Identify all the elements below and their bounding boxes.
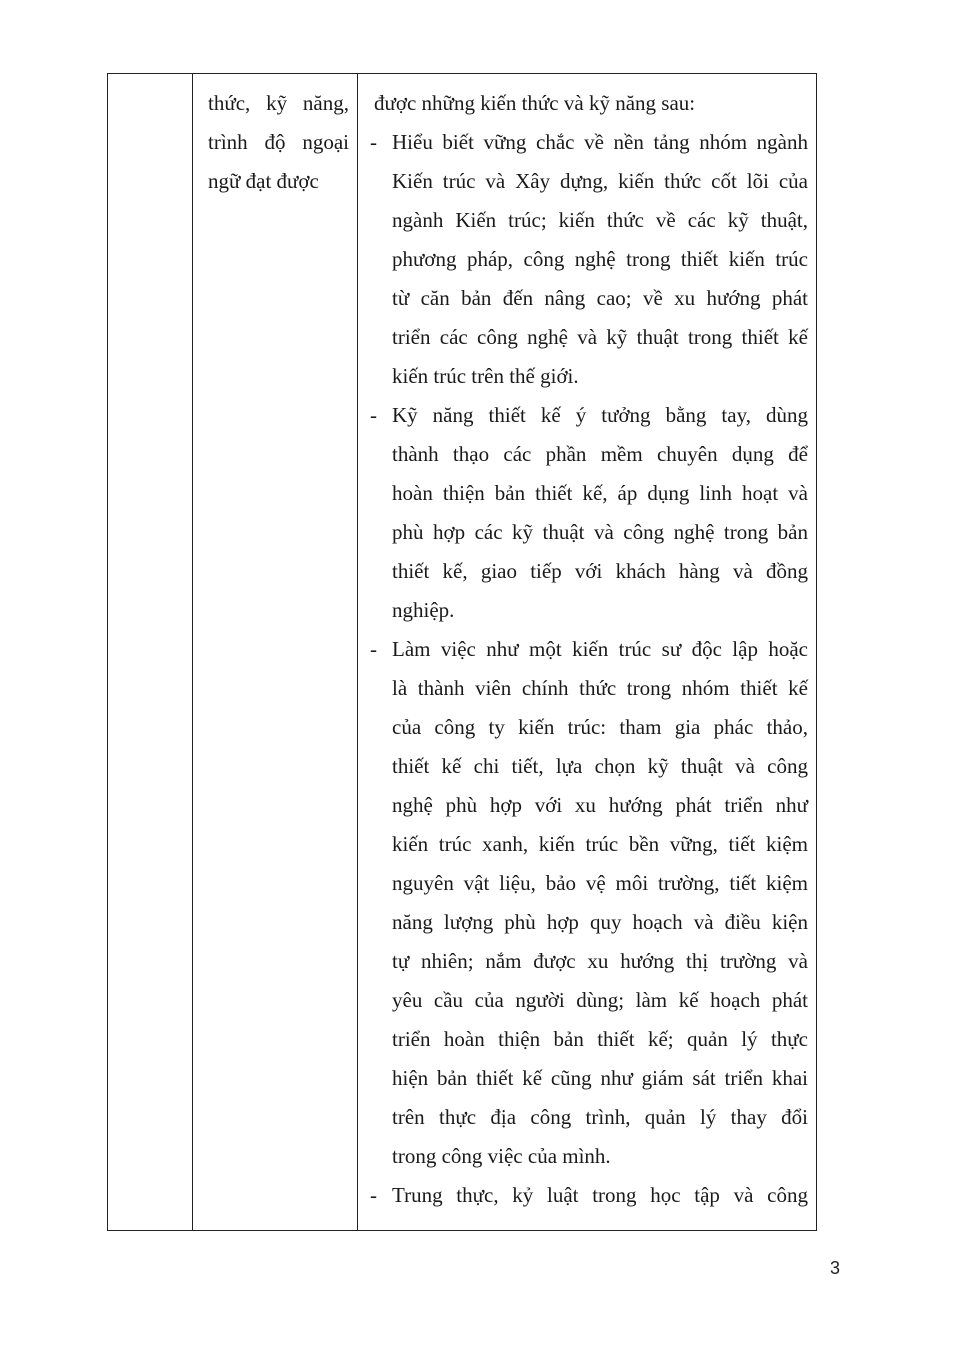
page-number: 3 <box>830 1258 841 1278</box>
bullet-line: từ căn bản đến nâng cao; về xu hướng phát <box>392 286 808 310</box>
bullet-line: triển hoàn thiện bản thiết kế; quản lý thực <box>392 1027 808 1051</box>
bullet-line: Trung thực, kỷ luật trong học tập và công <box>392 1183 808 1207</box>
bullet-line: thiết kế chi tiết, lựa chọn kỹ thuật và công <box>392 754 808 778</box>
bullet-line: của công ty kiến trúc: tham gia phác thảo, <box>392 715 808 739</box>
bullet-line: kiến trúc xanh, kiến trúc bền vững, tiết kiệm <box>392 832 808 856</box>
bullet-line: tự nhiên; nắm được xu hướng thị trường và <box>392 949 808 973</box>
bullet-line: năng lượng phù hợp quy hoạch và điều kiện <box>392 910 808 934</box>
bullet-line: trên thực địa công trình, quản lý thay đổi <box>392 1105 808 1129</box>
bullet-line: hoàn thiện bản thiết kế, áp dụng linh hoạt và <box>392 481 808 505</box>
bullet-line: nguyên vật liệu, bảo vệ môi trường, tiết kiệm <box>392 871 808 895</box>
bullet-line: thiết kế, giao tiếp với khách hàng và đồng <box>392 559 808 583</box>
bullet-dash: - <box>370 130 377 154</box>
bullet-item <box>372 630 808 1176</box>
bullet-line: ngành Kiến trúc; kiến thức về các kỹ thuật, <box>392 208 808 232</box>
bullet-line: kiến trúc trên thế giới. <box>392 364 579 388</box>
bullet-item <box>372 1176 808 1215</box>
bullet-dash: - <box>370 403 377 427</box>
bullet-line: Làm việc như một kiến trúc sư độc lập hoặc <box>392 637 808 661</box>
bullet-line: phương pháp, công nghệ trong thiết kiến trúc <box>392 247 808 271</box>
criteria-line: thức, kỹ năng, <box>208 91 349 115</box>
bullet-line: phù hợp các kỹ thuật và công nghệ trong bản <box>392 520 808 544</box>
criteria-line: ngữ đạt được <box>208 169 319 193</box>
criteria-cell <box>193 74 358 1231</box>
criteria-line: trình độ ngoại <box>208 130 349 154</box>
bullet-line: trong công việc của mình. <box>392 1144 611 1168</box>
bullet-line: nghiệp. <box>392 598 455 622</box>
program-outcomes-table <box>107 73 817 1231</box>
bullet-line: triển các công nghệ và kỹ thuật trong thiết kế <box>392 325 808 349</box>
bullet-line: thành thạo các phần mềm chuyên dụng để <box>392 442 808 466</box>
bullet-line: là thành viên chính thức trong nhóm thiết kế <box>392 676 808 700</box>
table-row <box>108 74 817 1231</box>
empty-index-cell <box>108 74 193 1231</box>
intro-text: được những kiến thức và kỹ năng sau: <box>374 91 696 115</box>
bullet-item <box>372 396 808 630</box>
bullet-dash: - <box>370 637 377 661</box>
bullet-line: hiện bản thiết kế cũng như giám sát triển khai <box>392 1066 808 1090</box>
bullet-line: Hiểu biết vững chắc về nền tảng nhóm ngành <box>392 130 808 154</box>
bullet-line: nghệ phù hợp với xu hướng phát triển như <box>392 793 808 817</box>
bullet-dash: - <box>370 1183 377 1207</box>
bullet-line: yêu cầu của người dùng; làm kế hoạch phát <box>392 988 808 1012</box>
bullet-item <box>372 123 808 396</box>
description-cell <box>358 74 817 1231</box>
bullet-line: Kỹ năng thiết kế ý tưởng bằng tay, dùng <box>392 403 808 427</box>
bullet-line: Kiến trúc và Xây dựng, kiến thức cốt lõi của <box>392 169 808 193</box>
